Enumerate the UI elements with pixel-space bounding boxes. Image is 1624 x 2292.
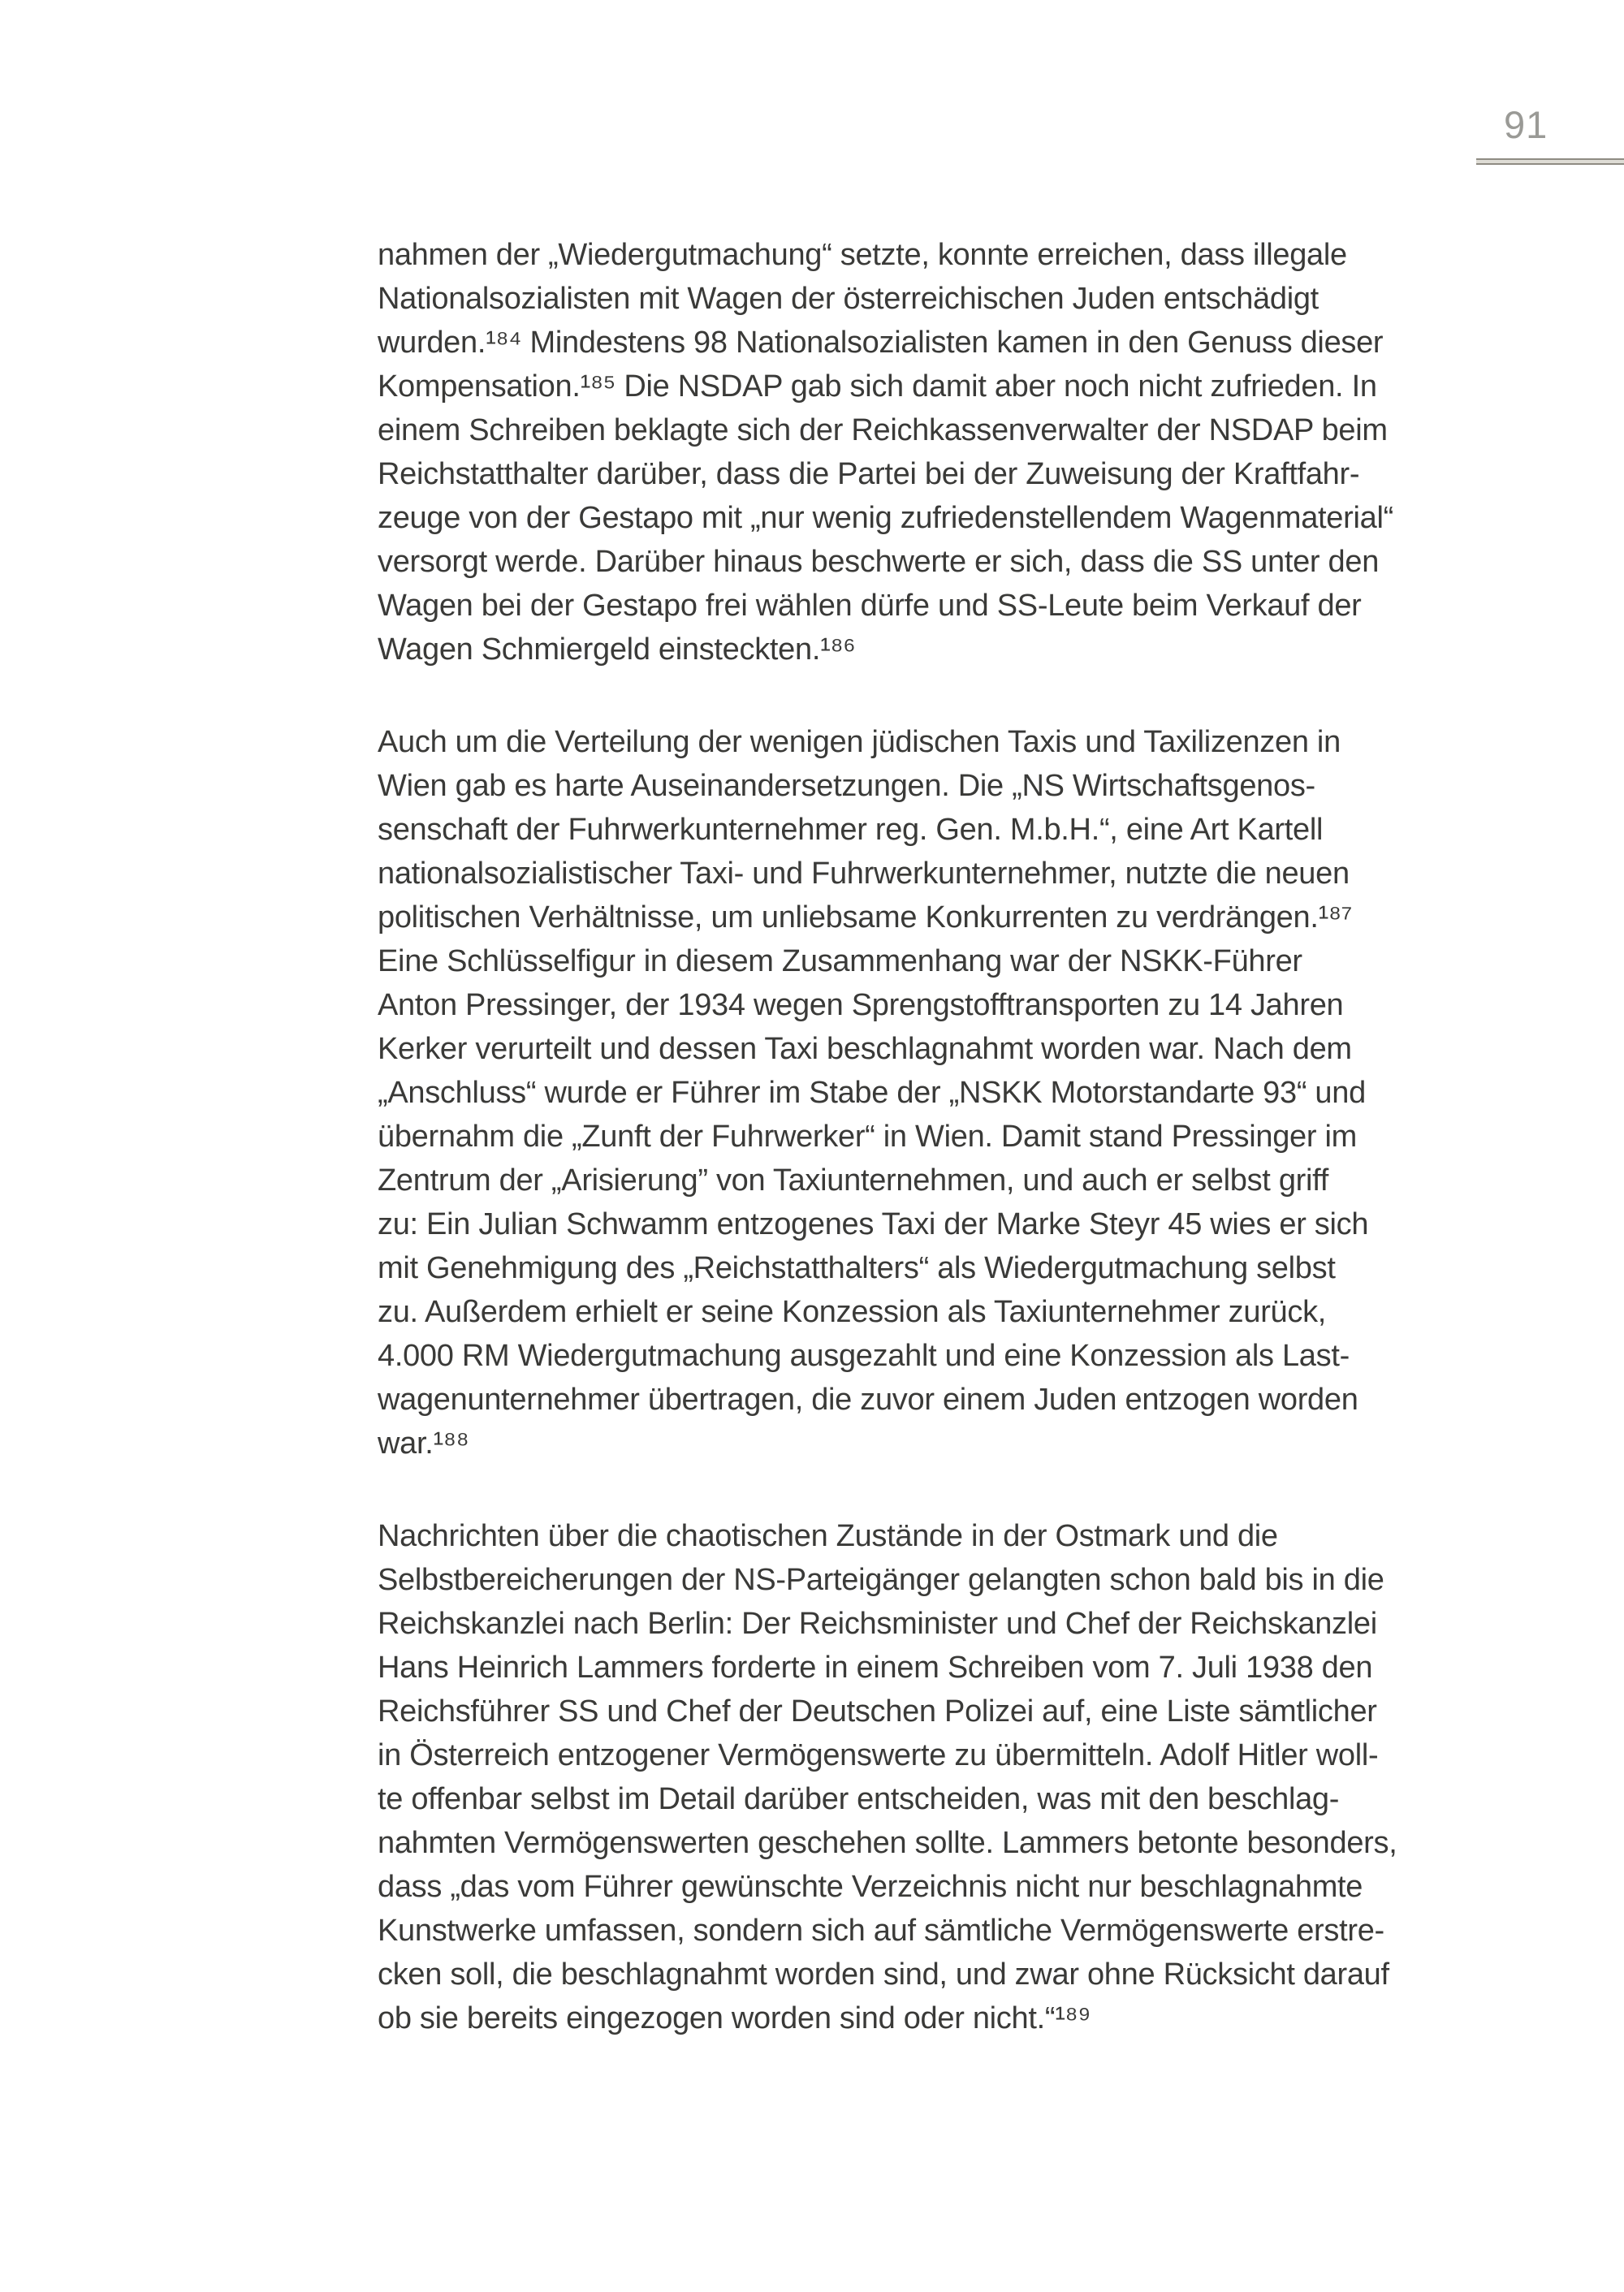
text-line: in Österreich entzogener Vermögenswerte zu übermitteln. Adolf Hitler woll- [378, 1738, 1379, 1772]
text-line: Selbstbereicherungen der NS-Parteigänger gelangten schon bald bis in die [378, 1563, 1384, 1597]
text-line: Hans Heinrich Lammers forderte in einem Schreiben vom 7. Juli 1938 den [378, 1651, 1373, 1685]
text-line: versorgt werde. Darüber hinaus beschwerte er sich, dass die SS unter den [378, 545, 1380, 579]
text-line: ob sie bereits eingezogen worden sind oder nicht.“¹⁸⁹ [378, 2001, 1091, 2035]
text-line: mit Genehmigung des „Reichstatthalters“ als Wiedergutmachung selbst [378, 1251, 1336, 1285]
text-line: zu. Außerdem erhielt er seine Konzession als Taxiunternehmer zurück, [378, 1295, 1327, 1329]
text-line: nationalsozialistischer Taxi- und Fuhrwerkunternehmer, nutzte die neuen [378, 857, 1350, 891]
text-line: einem Schreiben beklagte sich der Reichkassenverwalter der NSDAP beim [378, 413, 1388, 447]
text-line: Reichsführer SS und Chef der Deutschen Polizei auf, eine Liste sämtlicher [378, 1694, 1377, 1729]
paragraph [378, 233, 1458, 671]
text-line: Nachrichten über die chaotischen Zustände in der Ostmark und die [378, 1519, 1278, 1553]
text-line: zu: Ein Julian Schwamm entzogenes Taxi der Marke Steyr 45 wies er sich [378, 1207, 1369, 1241]
text-line: Wagen bei der Gestapo frei wählen dürfe und SS-Leute beim Verkauf der [378, 589, 1362, 623]
header-rule [1476, 158, 1624, 165]
text-line: cken soll, die beschlagnahmt worden sind, und zwar ohne Rücksicht darauf [378, 1957, 1389, 1992]
text-line: dass „das vom Führer gewünschte Verzeichnis nicht nur beschlagnahmte [378, 1870, 1363, 1904]
text-line: wurden.¹⁸⁴ Mindestens 98 Nationalsozialisten kamen in den Genuss dieser [378, 326, 1384, 360]
text-line: Kompensation.¹⁸⁵ Die NSDAP gab sich damit aber noch nicht zufrieden. In [378, 369, 1377, 404]
text-line: übernahm die „Zunft der Fuhrwerker“ in Wien. Damit stand Pressinger im [378, 1120, 1358, 1154]
paragraph [378, 1514, 1458, 2040]
paragraph [378, 720, 1458, 1465]
text-line: Anton Pressinger, der 1934 wegen Sprengstofftransporten zu 14 Jahren [378, 988, 1344, 1022]
text-block [378, 233, 1458, 2040]
text-line: te offenbar selbst im Detail darüber entscheiden, was mit den beschlag- [378, 1782, 1340, 1816]
text-line: Wien gab es harte Auseinandersetzungen. Die „NS Wirtschaftsgenos- [378, 769, 1315, 803]
text-line: Zentrum der „Arisierung” von Taxiunternehmen, und auch er selbst griff [378, 1163, 1328, 1198]
text-line: nahmen der „Wiedergutmachung“ setzte, konnte erreichen, dass illegale [378, 238, 1347, 272]
text-line: Reichskanzlei nach Berlin: Der Reichsminister und Chef der Reichskanzlei [378, 1607, 1377, 1641]
text-line: Auch um die Verteilung der wenigen jüdischen Taxis und Taxilizenzen in [378, 725, 1341, 759]
page-number: 91 [1504, 103, 1548, 146]
text-line: nahmten Vermögenswerten geschehen sollte. Lammers betonte besonders, [378, 1826, 1397, 1860]
text-line: Kerker verurteilt und dessen Taxi beschlagnahmt worden war. Nach dem [378, 1032, 1352, 1066]
text-line: senschaft der Fuhrwerkunternehmer reg. Gen. M.b.H.“, eine Art Kartell [378, 813, 1324, 847]
text-line: 4.000 RM Wiedergutmachung ausgezahlt und eine Konzession als Last- [378, 1339, 1350, 1373]
text-line: Eine Schlüsselfigur in diesem Zusammenhang war der NSKK-Führer [378, 944, 1302, 978]
text-line: zeuge von der Gestapo mit „nur wenig zufriedenstellendem Wagenmaterial“ [378, 501, 1393, 535]
text-line: Kunstwerke umfassen, sondern sich auf sämtliche Vermögenswerte erstre- [378, 1914, 1384, 1948]
text-line: Nationalsozialisten mit Wagen der österreichischen Juden entschädigt [378, 282, 1319, 316]
text-line: Reichstatthalter darüber, dass die Partei bei der Zuweisung der Kraftfahr- [378, 457, 1360, 491]
text-line: war.¹⁸⁸ [378, 1427, 469, 1461]
text-line: wagenunternehmer übertragen, die zuvor einem Juden entzogen worden [378, 1383, 1358, 1417]
text-line: politischen Verhältnisse, um unliebsame Konkurrenten zu verdrängen.¹⁸⁷ [378, 900, 1353, 934]
text-line: Wagen Schmiergeld einsteckten.¹⁸⁶ [378, 632, 856, 667]
text-line: „Anschluss“ wurde er Führer im Stabe der „NSKK Motorstandarte 93“ und [378, 1076, 1366, 1110]
